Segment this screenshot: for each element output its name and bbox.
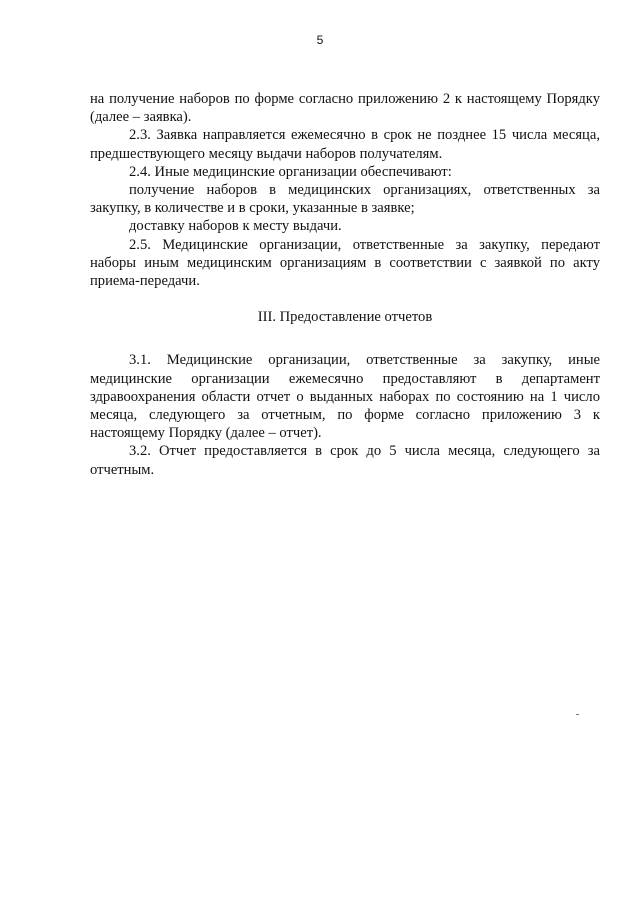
paragraph-2-3: 2.3. Заявка направляется ежемесячно в срок не позднее 15 числа месяца, предшествующего месяцу выдачи наборов получателям. [90, 127, 600, 162]
scan-mark [576, 714, 579, 715]
document-body [90, 90, 600, 479]
page-number: 5 [316, 33, 324, 47]
paragraph-2-5: 2.5. Медицинские организации, ответственные за закупку, передают наборы иным медицинским организациям в соответствии с заявкой по акту приема-передачи. [90, 236, 600, 290]
paragraph-2-4-item-2: доставку наборов к месту выдачи. [129, 218, 342, 235]
paragraph-3-1: 3.1. Медицинские организации, ответственные за закупку, иные медицинские организации ежемесячно предоставляют в департамент здравоохранения области отчет о выданных наборах по состоянию на 1 число месяца, следующего за отчетным, по форме согласно приложению 3 к настоящему Порядку (далее – отчет). [90, 352, 600, 442]
paragraph-continuation: на получение наборов по форме согласно приложению 2 к настоящему Порядку (далее – заявка). [90, 91, 600, 126]
section-heading: III. Предоставление отчетов [257, 309, 433, 326]
paragraph-2-4-item-1: получение наборов в медицинских организациях, ответственных за закупку, в количестве и в сроки, указанные в заявке; [90, 182, 600, 217]
paragraph-3-2: 3.2. Отчет предоставляется в срок до 5 числа месяца, следующего за отчетным. [90, 443, 600, 478]
paragraph-2-4: 2.4. Иные медицинские организации обеспечивают: [129, 163, 452, 180]
